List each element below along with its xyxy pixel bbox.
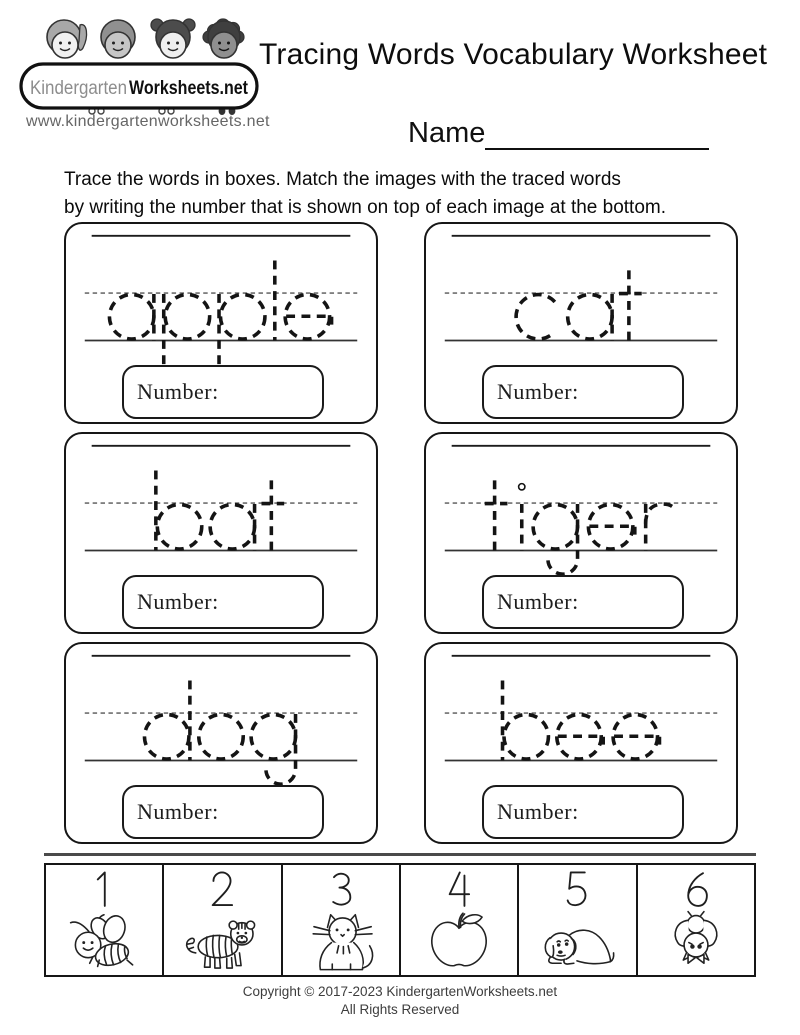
instructions-line-1: Trace the words in boxes. Match the images with the traced words [64, 169, 621, 190]
name-write-line[interactable] [485, 114, 709, 150]
answer-cell-3 [283, 865, 401, 975]
traced-word-bee[interactable] [426, 644, 736, 792]
number-label: Number: [497, 589, 579, 614]
answer-cell-4 [401, 865, 519, 975]
cell-number [558, 867, 596, 909]
answer-cell-5 [519, 865, 637, 975]
number-input-box[interactable] [482, 575, 684, 629]
copyright-text: Copyright © 2017-2023 KindergartenWorksheets.net [242, 984, 558, 999]
number-label: Number: [497, 799, 579, 824]
bat-image [646, 910, 746, 972]
logo-brand-gray: Kindergarten [30, 78, 127, 99]
number-input-box[interactable] [482, 785, 684, 839]
answer-cell-2 [164, 865, 282, 975]
traced-word-dog[interactable] [66, 644, 376, 792]
word-card-apple [64, 222, 378, 424]
cell-number [440, 867, 478, 909]
traced-word-tiger[interactable] [426, 434, 736, 582]
number-label: Number: [137, 799, 219, 824]
answer-cell-1 [46, 865, 164, 975]
instructions-line-2: by writing the number that is shown on top of each image at the bottom. [64, 196, 667, 218]
answer-cell-6 [638, 865, 754, 975]
answer-strip [44, 863, 756, 977]
traced-word-apple[interactable] [66, 224, 376, 372]
name-label: Name [408, 117, 486, 149]
footer [0, 983, 800, 1018]
kindergartenworksheets-logo [16, 10, 262, 116]
dog-image [527, 910, 627, 972]
instructions [64, 166, 666, 221]
word-card-dog [64, 642, 378, 844]
website-url: www.kindergartenworksheets.net [26, 113, 270, 130]
bee-image [54, 910, 154, 972]
word-card-bat [64, 432, 378, 634]
name-field [408, 114, 709, 150]
number-input-box[interactable] [122, 785, 324, 839]
horizontal-divider [44, 853, 756, 856]
logo-brand-black: Worksheets.net [129, 78, 249, 99]
cell-number [203, 867, 241, 909]
cat-image [291, 910, 391, 972]
number-input-box[interactable] [122, 575, 324, 629]
word-card-bee [424, 642, 738, 844]
page-title: Tracing Words Vocabulary Worksheet [259, 38, 768, 71]
cell-number [322, 867, 360, 909]
rights-text: All Rights Reserved [340, 1001, 460, 1017]
traced-word-bat[interactable] [66, 434, 376, 582]
cell-number [677, 867, 715, 909]
apple-image [409, 910, 509, 972]
word-card-cat [424, 222, 738, 424]
traced-word-cat[interactable] [426, 224, 736, 372]
number-input-box[interactable] [482, 365, 684, 419]
cell-number [85, 867, 123, 909]
word-card-tiger [424, 432, 738, 634]
tiger-image [172, 910, 272, 972]
number-label: Number: [497, 379, 579, 404]
number-label: Number: [137, 379, 219, 404]
number-label: Number: [137, 589, 219, 614]
number-input-box[interactable] [122, 365, 324, 419]
